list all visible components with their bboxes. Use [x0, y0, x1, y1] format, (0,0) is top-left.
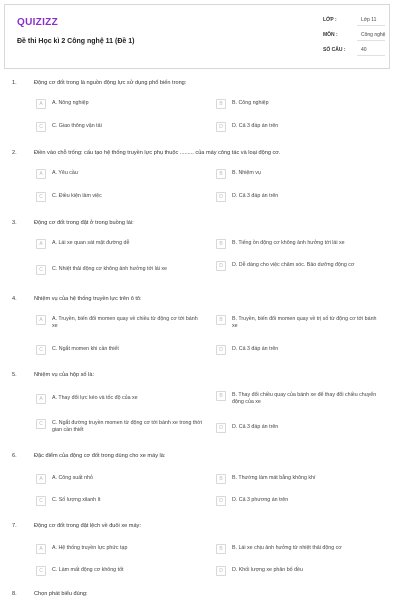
question-text: Nhiệm vụ của hệ thống truyền lực trên ô tô: [34, 296, 142, 302]
option-text: D. Khối lượng xe phân bố đều [232, 567, 303, 573]
option-letter-box: A [36, 474, 46, 484]
option-text: B. Lái xe chịu ảnh hưởng từ nhiệt thải động cơ [232, 545, 342, 551]
question-number: 5. [12, 372, 17, 378]
question-2 [12, 150, 392, 200]
option-letter-box: C [36, 122, 46, 132]
question-text: Động cơ đốt trong đặt ở trong buồng lái: [34, 220, 134, 226]
meta-class-label: LỚP : [323, 17, 337, 23]
option-letter-box: C [36, 192, 46, 202]
option-text: C. Làm mất động cơ không tốt [52, 567, 124, 573]
option-letter-box: C [36, 265, 46, 275]
meta-subject-underline [357, 40, 385, 41]
question-text: Động cơ đốt trong là nguồn động lực sử dụng phổ biến trong: [34, 80, 187, 86]
question-text: Chọn phát biểu đúng: [34, 591, 88, 597]
option-letter-box: B [216, 474, 226, 484]
option-text: D. Cả 3 đáp án trên [232, 424, 279, 430]
option-letter-box: A [36, 239, 46, 249]
question-4 [12, 296, 392, 353]
option-text: D. Cả 3 đáp án trên [232, 123, 279, 129]
meta-class-value: Lớp 11 [361, 17, 377, 23]
option-letter-box: A [36, 315, 46, 325]
option-text: C. Số lượng xilanh ít [52, 497, 101, 503]
option-text: A. Lái xe quan sát mặt đường dễ [52, 240, 130, 246]
option-text: D. Cả 3 phương án trên [232, 497, 289, 503]
option-letter-box: C [36, 566, 46, 576]
question-text: Động cơ đốt trong đặt lệch về đuôi xe máy: [34, 523, 141, 529]
option-letter-box: A [36, 169, 46, 179]
option-letter-box: D [216, 261, 226, 271]
option-text: C. Giao thông vận tải [52, 123, 102, 129]
option-letter-box: B [216, 544, 226, 554]
question-number: 2. [12, 150, 17, 156]
option-text: C. Ngắt đường truyền momen từ động cơ tới bánh xe trong thời gian cần thiết [52, 420, 202, 433]
option-text: B. Công nghiệp [232, 100, 269, 106]
option-text: D. Cả 3 đáp án trên [232, 193, 279, 199]
question-text: Điền vào chỗ trống: cấu tạo hệ thống truyền lực phụ thuộc ......... của máy công tác và loại động cơ. [34, 150, 281, 156]
option-letter-box: A [36, 394, 46, 404]
meta-count-label: SỐ CÂU : [323, 47, 346, 53]
option-letter-box: A [36, 544, 46, 554]
option-letter-box: B [216, 391, 226, 401]
meta-count-value: 40 [361, 47, 367, 53]
option-letter-box: B [216, 239, 226, 249]
option-text: A. Hệ thống truyền lực phức tạp [52, 545, 128, 551]
option-text: B. Thường làm mát bằng không khí [232, 475, 316, 481]
question-number: 4. [12, 296, 17, 302]
meta-count-underline [357, 55, 385, 56]
option-text: B. Thay đổi chiều quay của bánh xe để thay đổi chiều chuyển động của xe [232, 392, 377, 405]
question-number: 1. [12, 80, 17, 86]
question-7 [12, 523, 392, 574]
option-text: A. Công suất nhỏ [52, 475, 93, 481]
option-letter-box: B [216, 99, 226, 109]
question-6 [12, 453, 392, 504]
option-text: B. Nhiệm vụ [232, 170, 261, 176]
option-text: A. Nông nghiệp [52, 100, 89, 106]
meta-class-underline [357, 25, 385, 26]
option-letter-box: D [216, 423, 226, 433]
question-number: 6. [12, 453, 17, 459]
option-letter-box: D [216, 566, 226, 576]
question-text: Đặc điểm của động cơ đốt trong dùng cho xe máy là: [34, 453, 166, 459]
quizizz-logo: QUIZIZZ [17, 17, 58, 28]
option-text: D. Cả 3 đáp án trên [232, 346, 279, 352]
option-text: A. Thay đổi lực kéo và tốc độ của xe [52, 395, 138, 401]
question-number: 8. [12, 591, 17, 597]
option-letter-box: D [216, 345, 226, 355]
option-letter-box: D [216, 122, 226, 132]
option-letter-box: B [216, 169, 226, 179]
option-letter-box: D [216, 192, 226, 202]
worksheet-title: Đề thi Học kì 2 Công nghệ 11 (Đề 1) [17, 38, 135, 45]
option-text: A. Truyền, biến đổi momen quay về chiều từ động cơ tới bánh xe [52, 316, 198, 329]
option-text: B. Truyền, biến đổi momen quay về trị số từ động cơ tới bánh xe [232, 316, 377, 329]
option-letter-box: C [36, 345, 46, 355]
option-letter-box: D [216, 496, 226, 506]
option-text: C. Ngắt momen khi cần thiết [52, 346, 119, 352]
meta-subject-value: Công nghệ [361, 32, 386, 38]
option-text: D. Dễ dàng cho việc chăm sóc. Bảo dưỡng động cơ [232, 262, 355, 268]
option-text: A. Yêu cầu [52, 170, 78, 176]
option-text: B. Tiếng ồn động cơ không ảnh hưởng tới lái xe [232, 240, 345, 246]
question-text: Nhiệm vụ của hộp số là: [34, 372, 95, 378]
meta-subject-label: MÔN : [323, 32, 338, 38]
option-text: C. Nhiệt thải động cơ không ảnh hưởng tới lái xe [52, 266, 167, 272]
option-letter-box: B [216, 315, 226, 325]
option-letter-box: C [36, 419, 46, 429]
question-5 [12, 372, 392, 433]
worksheet-header [4, 4, 390, 69]
question-number: 3. [12, 220, 17, 226]
option-letter-box: A [36, 99, 46, 109]
option-letter-box: C [36, 496, 46, 506]
question-number: 7. [12, 523, 17, 529]
option-text: C. Điều kiện làm việc [52, 193, 102, 199]
question-1 [12, 80, 392, 130]
question-3 [12, 220, 392, 273]
